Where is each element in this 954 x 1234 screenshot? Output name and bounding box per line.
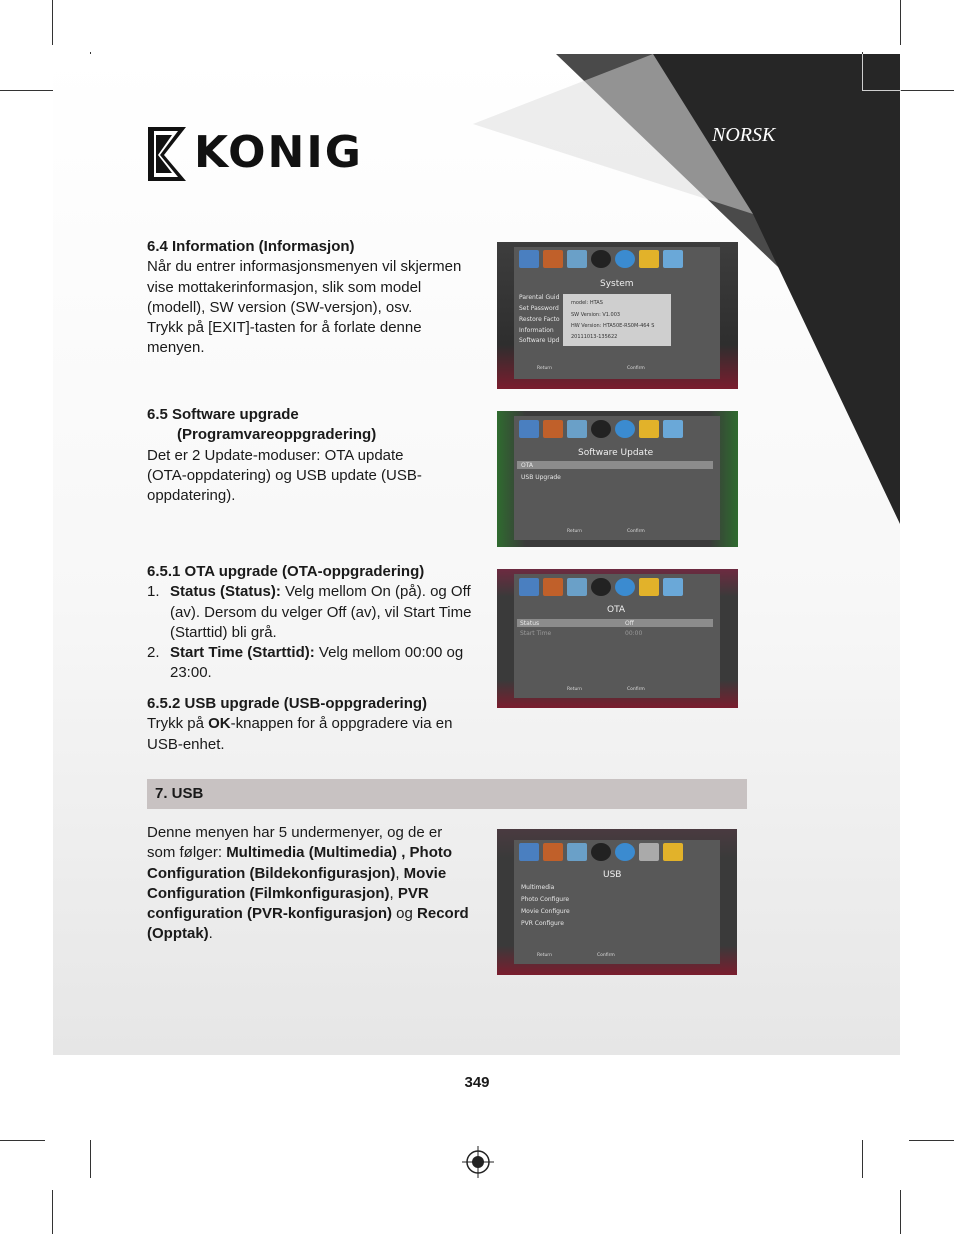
osd-footer-confirm: Confirm xyxy=(627,529,645,534)
crop-mark xyxy=(52,0,53,45)
registration-mark-icon xyxy=(462,1146,494,1178)
screenshot-system-info xyxy=(497,242,738,389)
paragraph-line: oppdatering). xyxy=(147,487,236,505)
crop-mark xyxy=(52,1190,53,1234)
paragraph-line xyxy=(147,864,492,884)
info-line: model: HTAS xyxy=(571,300,603,306)
crop-mark xyxy=(909,1140,954,1141)
system-icon xyxy=(639,250,659,268)
osd-footer-confirm: Confirm xyxy=(627,366,645,371)
osd-menu-item: Photo Configure xyxy=(521,896,570,903)
logo-text: KONIG xyxy=(194,127,363,178)
paragraph-line: Det er 2 Update-moduser: OTA update xyxy=(147,446,404,464)
screenshot-software-update xyxy=(497,411,738,547)
text-run-bold: PVR xyxy=(397,884,429,902)
section-usb xyxy=(147,823,492,945)
section-heading: 6.5 Software upgrade xyxy=(147,406,299,423)
tv-icon xyxy=(519,578,539,596)
section-usb-upgrade xyxy=(147,694,492,755)
section-information xyxy=(147,237,487,359)
osd-menu-item: USB Upgrade xyxy=(521,474,561,481)
paragraph-line: USB-enhet. xyxy=(147,735,225,753)
osd-menu-item: Multimedia xyxy=(521,884,555,891)
info-popup xyxy=(563,294,671,346)
globe-icon xyxy=(615,420,635,438)
section-heading: 7. USB xyxy=(155,785,204,802)
osd-menu-item: Software Upd xyxy=(519,337,560,344)
crop-mark xyxy=(900,0,901,45)
paragraph-line: (modell), SW version (SW-versjon), osv. xyxy=(147,298,413,316)
list-term: Status (Status): xyxy=(170,583,281,601)
text-run-bold: Multimedia (Multimedia) , Photo xyxy=(226,844,453,862)
crop-mark xyxy=(900,1190,901,1234)
osd-title: System xyxy=(600,279,634,289)
usb-icon xyxy=(663,250,683,268)
osd-highlight xyxy=(517,619,713,627)
paragraph-line: vise mottakerinformasjon, slik som model xyxy=(147,278,422,296)
globe-icon xyxy=(615,250,635,268)
tv-icon xyxy=(519,843,539,861)
picture-icon xyxy=(543,250,563,268)
list-number: 1. xyxy=(147,583,160,601)
konig-logo xyxy=(148,127,363,188)
text-run-bold: Record xyxy=(417,905,469,923)
osd-footer-return: Return xyxy=(537,953,552,958)
osd-menu-item: Information xyxy=(519,327,554,334)
osd-title: Software Update xyxy=(578,448,654,458)
text-run-bold: (Opptak) xyxy=(147,925,209,943)
picture-icon xyxy=(543,420,563,438)
info-line: 20111013-135622 xyxy=(571,334,618,340)
usb-icon xyxy=(663,578,683,596)
text-run-bold: Movie xyxy=(403,864,447,882)
paragraph-line xyxy=(147,714,492,734)
section-heading: 6.5.1 OTA upgrade (OTA-oppgradering) xyxy=(147,563,425,580)
text-run: , xyxy=(395,864,404,882)
screenshot-ota xyxy=(497,569,738,708)
globe-icon xyxy=(615,578,635,596)
osd-row-label: Status xyxy=(520,620,540,627)
paragraph-line xyxy=(147,884,492,904)
text-run: som følger: xyxy=(147,844,227,862)
text-run: , xyxy=(389,884,398,902)
tv-icon xyxy=(519,250,539,268)
picture-icon xyxy=(543,843,563,861)
crop-mark xyxy=(90,1140,91,1178)
text-run-bold: Configuration (Bildekonfigurasjon) xyxy=(147,864,396,882)
paragraph-line: menyen. xyxy=(147,339,205,357)
language-label: NORSK xyxy=(712,124,776,146)
osd-title: USB xyxy=(603,870,622,880)
text-run: og xyxy=(392,905,418,923)
picture-icon xyxy=(543,578,563,596)
time-icon xyxy=(591,843,611,861)
section-ota-upgrade xyxy=(147,562,492,684)
osd-footer-return: Return xyxy=(567,529,582,534)
osd-footer-return: Return xyxy=(537,366,552,371)
paragraph-line xyxy=(147,904,492,924)
text-run: Trykk på xyxy=(147,715,209,733)
osd-icon-row xyxy=(519,843,683,861)
paragraph-line xyxy=(147,924,492,944)
paragraph-line: Når du entrer informasjonsmenyen vil skjermen xyxy=(147,258,462,276)
osd-menu-item: OTA xyxy=(521,462,534,469)
osd-menu-item: Movie Configure xyxy=(521,908,570,915)
section-software-upgrade xyxy=(147,405,487,506)
tv-icon xyxy=(519,420,539,438)
osd-highlight xyxy=(517,461,713,469)
usb-icon xyxy=(663,420,683,438)
screenshot-usb xyxy=(497,829,737,975)
text-run-bold: OK xyxy=(208,715,231,733)
search-icon xyxy=(567,420,587,438)
search-icon xyxy=(567,843,587,861)
paragraph-line: Trykk på [EXIT]-tasten for å forlate denne xyxy=(147,319,422,337)
search-icon xyxy=(567,250,587,268)
time-icon xyxy=(591,578,611,596)
list-text: (Starttid) bli grå. xyxy=(170,623,277,641)
list-term: Start Time (Starttid): xyxy=(170,644,315,662)
section-heading: 6.4 Information (Informasjon) xyxy=(147,238,355,255)
page-number: 349 xyxy=(464,1074,490,1091)
osd-icon-row xyxy=(519,420,683,438)
osd-row-value: 00:00 xyxy=(625,630,643,637)
list-text: Velg mellom On (på). og Off xyxy=(280,583,471,601)
system-icon xyxy=(639,420,659,438)
osd-menu-item: PVR Configure xyxy=(521,920,564,927)
time-icon xyxy=(591,250,611,268)
section-heading: 6.5.2 USB upgrade (USB-oppgradering) xyxy=(147,695,428,712)
list-item xyxy=(147,643,492,663)
crop-mark xyxy=(900,90,954,91)
text-run-bold: configuration (PVR-konfigurasjon) xyxy=(147,905,392,923)
info-line: SW Version: V1.003 xyxy=(571,312,621,318)
time-icon xyxy=(591,420,611,438)
osd-footer-return: Return xyxy=(567,687,582,692)
osd-footer-confirm: Confirm xyxy=(627,687,645,692)
osd-menu-item: Set Password xyxy=(519,305,559,312)
paragraph-line xyxy=(147,843,492,863)
osd-menu-item: Parental Guid xyxy=(519,294,560,301)
info-line: HW Version: HTA50E-RS0M-464 S xyxy=(571,323,655,329)
list-text: (av). Dersom du velger Off (av), vil Start Time xyxy=(170,603,472,621)
crop-mark xyxy=(0,90,53,91)
osd-row-label: Start Time xyxy=(520,630,552,637)
crop-mark xyxy=(862,1140,863,1178)
text-run: . xyxy=(208,925,213,943)
text-run-bold: Configuration (Filmkonfigurasjon) xyxy=(147,884,390,902)
osd-icon-row xyxy=(519,250,683,268)
paragraph-line: Denne menyen har 5 undermenyer, og de er xyxy=(147,824,443,841)
system-icon xyxy=(639,578,659,596)
search-icon xyxy=(567,578,587,596)
section-heading-continued: (Programvareoppgradering) xyxy=(177,426,377,444)
osd-footer-confirm: Confirm xyxy=(597,953,615,958)
system-icon xyxy=(639,843,659,861)
corner-tab xyxy=(862,54,901,91)
text-run: -knappen for å oppgradere via en xyxy=(230,715,453,733)
list-text: 23:00. xyxy=(170,664,212,682)
osd-icon-row xyxy=(519,578,683,596)
crop-mark xyxy=(0,1140,45,1141)
osd-title: OTA xyxy=(607,605,626,615)
paragraph-line: (OTA-oppdatering) og USB update (USB- xyxy=(147,466,422,484)
osd-row-value: Off xyxy=(625,620,634,627)
osd-menu-item: Restore Facto xyxy=(519,316,560,323)
globe-icon xyxy=(615,843,635,861)
usb-icon xyxy=(663,843,683,861)
list-item xyxy=(147,582,492,602)
list-text: Velg mellom 00:00 og xyxy=(314,644,464,662)
list-number: 2. xyxy=(147,644,160,662)
section-bar xyxy=(147,779,747,809)
